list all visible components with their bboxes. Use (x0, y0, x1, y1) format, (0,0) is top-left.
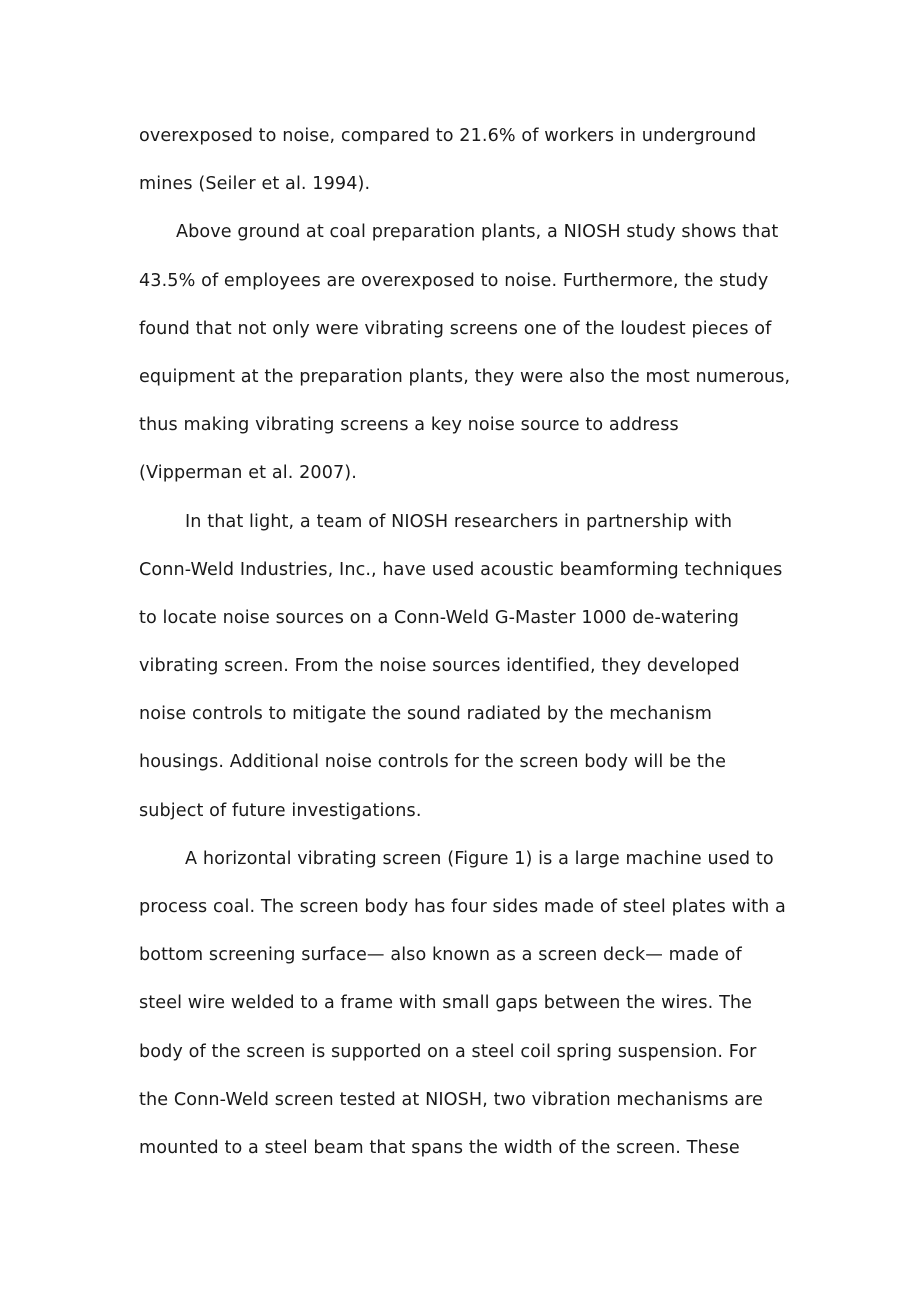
text-line: thus making vibrating screens a key noise source to address (139, 415, 679, 436)
text-line: body of the screen is supported on a steel coil spring suspension. For (139, 1041, 757, 1062)
text-line: (Vipperman et al. 2007). (139, 463, 357, 484)
text-line: A horizontal vibrating screen (Figure 1) is a large machine used to (185, 848, 774, 869)
text-line: process coal. The screen body has four sides made of steel plates with a (139, 897, 786, 917)
text-line: housings. Additional noise controls for the screen body will be the (139, 752, 727, 773)
text-line: to locate noise sources on a Conn-Weld G-Master 1000 de-watering (139, 607, 740, 628)
document-page (139, 112, 799, 1172)
text-line: In that light, a team of NIOSH researchers in partnership with (185, 511, 733, 532)
text-line: bottom screening surface— also known as a screen deck— made of (139, 945, 742, 966)
text-line: Above ground at coal preparation plants, a NIOSH study shows that (176, 222, 779, 243)
text-line: found that not only were vibrating screens one of the loudest pieces of (139, 318, 772, 339)
paragraph-4 (139, 835, 799, 1172)
text-line: steel wire welded to a frame with small gaps between the wires. The (139, 993, 753, 1014)
text-line: mounted to a steel beam that spans the width of the screen. These (139, 1137, 740, 1158)
text-line: 43.5% of employees are overexposed to noise. Furthermore, the study (139, 270, 769, 291)
text-line: overexposed to noise, compared to 21.6% of workers in underground (139, 126, 757, 146)
text-line: Conn-Weld Industries, Inc., have used acoustic beamforming techniques (139, 559, 783, 580)
text-line: equipment at the preparation plants, they were also the most numerous, (139, 366, 791, 387)
paragraph-3 (139, 498, 799, 835)
text-line: vibrating screen. From the noise sources identified, they developed (139, 656, 740, 677)
text-line: mines (Seiler et al. 1994). (139, 174, 371, 195)
paragraph-1 (139, 112, 799, 208)
text-line: subject of future investigations. (139, 800, 422, 821)
text-line: the Conn-Weld screen tested at NIOSH, two vibration mechanisms are (139, 1089, 763, 1110)
text-line: noise controls to mitigate the sound radiated by the mechanism (139, 704, 713, 725)
paragraph-2 (139, 208, 799, 497)
